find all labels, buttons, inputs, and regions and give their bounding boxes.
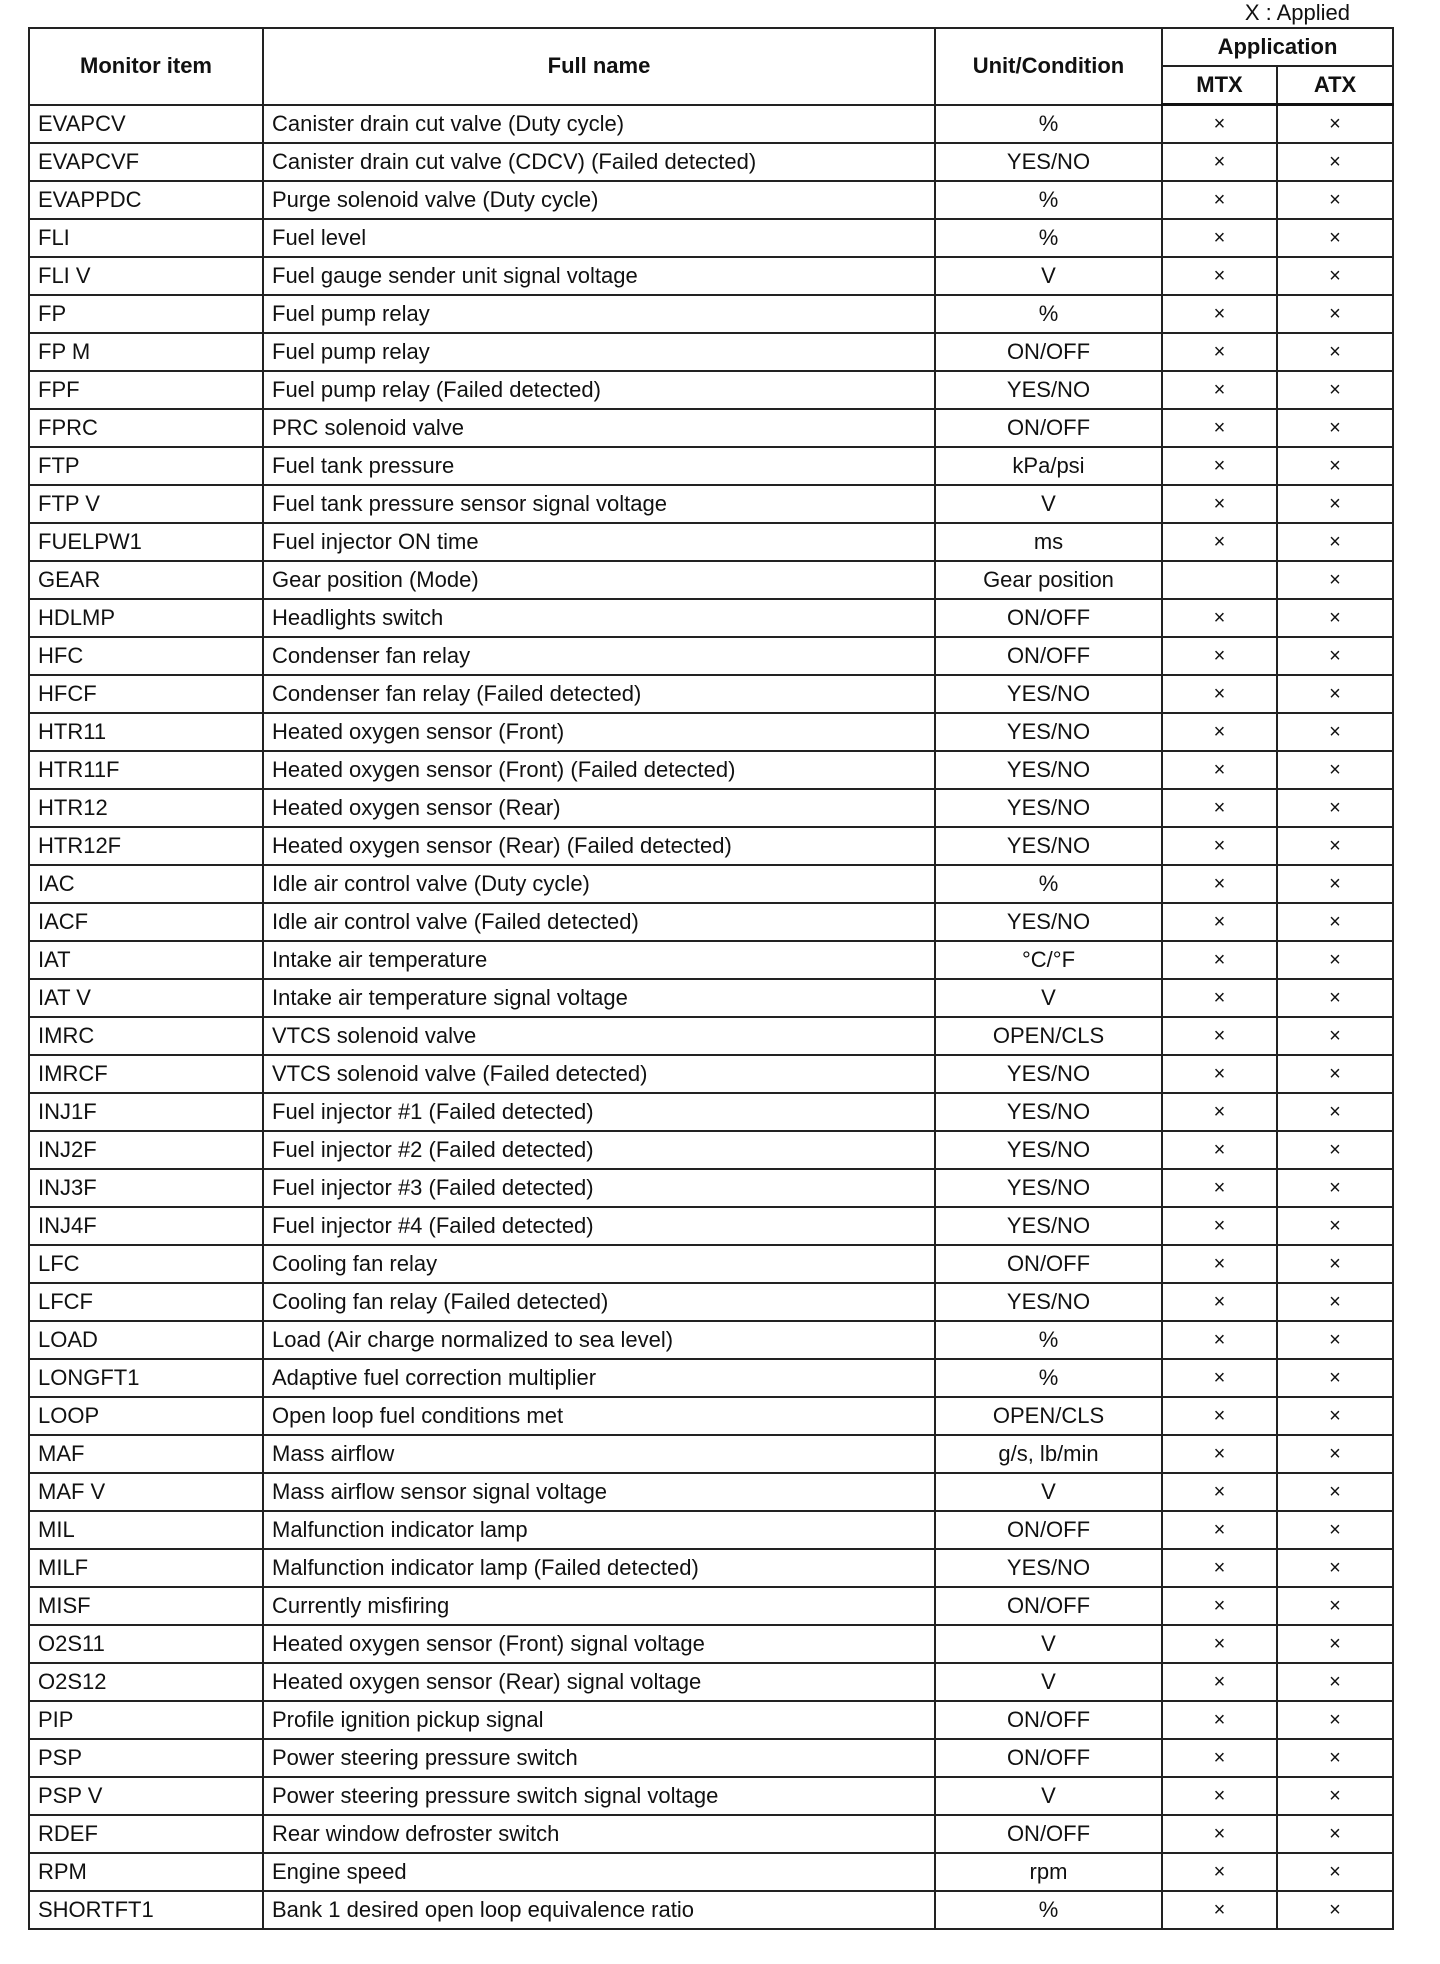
monitor-item-cell: O2S12 [29, 1663, 263, 1701]
full-name-cell: Fuel pump relay [263, 333, 935, 371]
full-name-cell: Intake air temperature signal voltage [263, 979, 935, 1017]
table-row [29, 713, 1393, 751]
mtx-cell: × [1162, 333, 1277, 371]
monitor-item-cell: GEAR [29, 561, 263, 599]
table-row [29, 1017, 1393, 1055]
unit-cell: YES/NO [935, 675, 1162, 713]
atx-cell: × [1277, 181, 1393, 219]
atx-cell: × [1277, 789, 1393, 827]
mtx-cell: × [1162, 105, 1277, 144]
unit-cell: YES/NO [935, 713, 1162, 751]
atx-cell: × [1277, 827, 1393, 865]
unit-cell: % [935, 295, 1162, 333]
monitor-item-cell: IACF [29, 903, 263, 941]
monitor-item-cell: MISF [29, 1587, 263, 1625]
full-name-cell: Heated oxygen sensor (Front) [263, 713, 935, 751]
table-row [29, 789, 1393, 827]
unit-cell: % [935, 865, 1162, 903]
full-name-cell: Condenser fan relay [263, 637, 935, 675]
monitor-item-cell: HTR12 [29, 789, 263, 827]
unit-cell: ms [935, 523, 1162, 561]
atx-cell: × [1277, 1891, 1393, 1929]
mtx-cell: × [1162, 1739, 1277, 1777]
mtx-cell: × [1162, 409, 1277, 447]
unit-cell: YES/NO [935, 789, 1162, 827]
unit-cell: V [935, 1777, 1162, 1815]
atx-cell: × [1277, 295, 1393, 333]
table-row [29, 257, 1393, 295]
unit-cell: OPEN/CLS [935, 1397, 1162, 1435]
full-name-cell: Bank 1 desired open loop equivalence ratio [263, 1891, 935, 1929]
full-name-cell: Fuel tank pressure [263, 447, 935, 485]
full-name-cell: Profile ignition pickup signal [263, 1701, 935, 1739]
atx-cell: × [1277, 1283, 1393, 1321]
unit-cell: rpm [935, 1853, 1162, 1891]
monitor-item-cell: HTR11 [29, 713, 263, 751]
mtx-cell: × [1162, 1207, 1277, 1245]
unit-cell: Gear position [935, 561, 1162, 599]
atx-cell: × [1277, 1093, 1393, 1131]
atx-cell: × [1277, 1435, 1393, 1473]
unit-cell: ON/OFF [935, 1739, 1162, 1777]
atx-cell: × [1277, 1663, 1393, 1701]
atx-cell: × [1277, 1169, 1393, 1207]
atx-cell: × [1277, 143, 1393, 181]
full-name-cell: Heated oxygen sensor (Front) signal voltage [263, 1625, 935, 1663]
unit-cell: g/s, lb/min [935, 1435, 1162, 1473]
mtx-cell: × [1162, 1891, 1277, 1929]
monitor-item-cell: LOAD [29, 1321, 263, 1359]
table-row [29, 599, 1393, 637]
full-name-cell: Power steering pressure switch signal voltage [263, 1777, 935, 1815]
table-row [29, 561, 1393, 599]
monitor-item-cell: EVAPPDC [29, 181, 263, 219]
table-row [29, 1435, 1393, 1473]
full-name-cell: Headlights switch [263, 599, 935, 637]
monitor-item-cell: FUELPW1 [29, 523, 263, 561]
mtx-cell: × [1162, 219, 1277, 257]
full-name-cell: Rear window defroster switch [263, 1815, 935, 1853]
unit-cell: °C/°F [935, 941, 1162, 979]
table-row [29, 143, 1393, 181]
table-row [29, 1321, 1393, 1359]
header-full-name: Full name [263, 28, 935, 105]
unit-cell: YES/NO [935, 1169, 1162, 1207]
monitor-item-cell: RDEF [29, 1815, 263, 1853]
monitor-item-cell: FPRC [29, 409, 263, 447]
mtx-cell: × [1162, 181, 1277, 219]
atx-cell: × [1277, 903, 1393, 941]
full-name-cell: Canister drain cut valve (Duty cycle) [263, 105, 935, 144]
unit-cell: YES/NO [935, 1549, 1162, 1587]
atx-cell: × [1277, 637, 1393, 675]
table-row [29, 751, 1393, 789]
mtx-cell: × [1162, 1701, 1277, 1739]
monitor-item-cell: LFC [29, 1245, 263, 1283]
monitor-item-cell: INJ1F [29, 1093, 263, 1131]
table-row [29, 295, 1393, 333]
mtx-cell: × [1162, 789, 1277, 827]
table-row [29, 1207, 1393, 1245]
unit-cell: V [935, 485, 1162, 523]
atx-cell: × [1277, 979, 1393, 1017]
mtx-cell: × [1162, 675, 1277, 713]
mtx-cell: × [1162, 1359, 1277, 1397]
atx-cell: × [1277, 1701, 1393, 1739]
monitor-item-cell: FLI [29, 219, 263, 257]
full-name-cell: Fuel injector #1 (Failed detected) [263, 1093, 935, 1131]
table-row [29, 1701, 1393, 1739]
full-name-cell: Fuel gauge sender unit signal voltage [263, 257, 935, 295]
full-name-cell: Fuel pump relay [263, 295, 935, 333]
header-atx: ATX [1277, 66, 1393, 105]
table-row [29, 1511, 1393, 1549]
full-name-cell: Cooling fan relay (Failed detected) [263, 1283, 935, 1321]
mtx-cell: × [1162, 1473, 1277, 1511]
table-row [29, 1815, 1393, 1853]
monitor-item-table [28, 27, 1394, 1930]
full-name-cell: Fuel injector ON time [263, 523, 935, 561]
atx-cell: × [1277, 1853, 1393, 1891]
unit-cell: YES/NO [935, 1055, 1162, 1093]
table-row [29, 371, 1393, 409]
unit-cell: YES/NO [935, 903, 1162, 941]
mtx-cell: × [1162, 1245, 1277, 1283]
atx-cell: × [1277, 485, 1393, 523]
atx-cell: × [1277, 1207, 1393, 1245]
table-row [29, 675, 1393, 713]
mtx-cell: × [1162, 371, 1277, 409]
mtx-cell: × [1162, 485, 1277, 523]
monitor-item-cell: MAF V [29, 1473, 263, 1511]
unit-cell: YES/NO [935, 827, 1162, 865]
full-name-cell: Gear position (Mode) [263, 561, 935, 599]
full-name-cell: Fuel tank pressure sensor signal voltage [263, 485, 935, 523]
mtx-cell: × [1162, 941, 1277, 979]
atx-cell: × [1277, 409, 1393, 447]
table-row [29, 447, 1393, 485]
table-row [29, 1853, 1393, 1891]
mtx-cell: × [1162, 1055, 1277, 1093]
full-name-cell: Idle air control valve (Failed detected) [263, 903, 935, 941]
unit-cell: kPa/psi [935, 447, 1162, 485]
mtx-cell: × [1162, 1511, 1277, 1549]
full-name-cell: Power steering pressure switch [263, 1739, 935, 1777]
monitor-item-cell: IAT [29, 941, 263, 979]
unit-cell: % [935, 219, 1162, 257]
atx-cell: × [1277, 105, 1393, 144]
atx-cell: × [1277, 1815, 1393, 1853]
unit-cell: ON/OFF [935, 1815, 1162, 1853]
monitor-item-cell: O2S11 [29, 1625, 263, 1663]
unit-cell: ON/OFF [935, 1245, 1162, 1283]
atx-cell: × [1277, 1549, 1393, 1587]
full-name-cell: Heated oxygen sensor (Front) (Failed detected) [263, 751, 935, 789]
atx-cell: × [1277, 1739, 1393, 1777]
header-application: Application [1162, 28, 1393, 66]
table-row [29, 1093, 1393, 1131]
table-row [29, 1397, 1393, 1435]
atx-cell: × [1277, 1131, 1393, 1169]
mtx-cell: × [1162, 1131, 1277, 1169]
full-name-cell: Cooling fan relay [263, 1245, 935, 1283]
monitor-item-cell: FLI V [29, 257, 263, 295]
monitor-item-cell: EVAPCVF [29, 143, 263, 181]
table-row [29, 1169, 1393, 1207]
monitor-item-cell: INJ4F [29, 1207, 263, 1245]
header-monitor-item: Monitor item [29, 28, 263, 105]
unit-cell: YES/NO [935, 143, 1162, 181]
monitor-item-cell: HDLMP [29, 599, 263, 637]
table-row [29, 105, 1393, 144]
full-name-cell: Heated oxygen sensor (Rear) [263, 789, 935, 827]
atx-cell: × [1277, 561, 1393, 599]
unit-cell: YES/NO [935, 1207, 1162, 1245]
full-name-cell: Mass airflow sensor signal voltage [263, 1473, 935, 1511]
unit-cell: % [935, 1359, 1162, 1397]
atx-cell: × [1277, 1397, 1393, 1435]
mtx-cell: × [1162, 1283, 1277, 1321]
table-row [29, 181, 1393, 219]
unit-cell: YES/NO [935, 371, 1162, 409]
full-name-cell: Condenser fan relay (Failed detected) [263, 675, 935, 713]
mtx-cell: × [1162, 903, 1277, 941]
table-row [29, 485, 1393, 523]
table-row [29, 1587, 1393, 1625]
unit-cell: ON/OFF [935, 1701, 1162, 1739]
mtx-cell: × [1162, 1321, 1277, 1359]
mtx-cell: × [1162, 1853, 1277, 1891]
monitor-item-cell: LOOP [29, 1397, 263, 1435]
monitor-item-cell: MIL [29, 1511, 263, 1549]
full-name-cell: Fuel injector #2 (Failed detected) [263, 1131, 935, 1169]
full-name-cell: Heated oxygen sensor (Rear) signal voltage [263, 1663, 935, 1701]
monitor-item-cell: IMRCF [29, 1055, 263, 1093]
full-name-cell: PRC solenoid valve [263, 409, 935, 447]
table-row [29, 219, 1393, 257]
table-row [29, 1359, 1393, 1397]
table-row [29, 1245, 1393, 1283]
monitor-item-cell: PSP V [29, 1777, 263, 1815]
table-row [29, 865, 1393, 903]
mtx-cell: × [1162, 599, 1277, 637]
monitor-item-cell: HTR11F [29, 751, 263, 789]
table-row [29, 1777, 1393, 1815]
atx-cell: × [1277, 1359, 1393, 1397]
unit-cell: V [935, 1473, 1162, 1511]
unit-cell: V [935, 979, 1162, 1017]
unit-cell: % [935, 1891, 1162, 1929]
mtx-cell: × [1162, 295, 1277, 333]
unit-cell: ON/OFF [935, 1511, 1162, 1549]
mtx-cell: × [1162, 1397, 1277, 1435]
full-name-cell: Fuel pump relay (Failed detected) [263, 371, 935, 409]
monitor-item-cell: RPM [29, 1853, 263, 1891]
monitor-item-cell: HTR12F [29, 827, 263, 865]
atx-cell: × [1277, 751, 1393, 789]
mtx-cell: × [1162, 637, 1277, 675]
atx-cell: × [1277, 219, 1393, 257]
mtx-cell: × [1162, 979, 1277, 1017]
monitor-item-cell: SHORTFT1 [29, 1891, 263, 1929]
monitor-item-cell: HFC [29, 637, 263, 675]
atx-cell: × [1277, 523, 1393, 561]
table-row [29, 1131, 1393, 1169]
unit-cell: V [935, 257, 1162, 295]
mtx-cell: × [1162, 1169, 1277, 1207]
monitor-item-cell: IMRC [29, 1017, 263, 1055]
full-name-cell: Open loop fuel conditions met [263, 1397, 935, 1435]
mtx-cell: × [1162, 1663, 1277, 1701]
monitor-item-cell: FP M [29, 333, 263, 371]
table-row [29, 1739, 1393, 1777]
table-row [29, 1625, 1393, 1663]
mtx-cell: × [1162, 1587, 1277, 1625]
monitor-item-cell: FTP [29, 447, 263, 485]
monitor-item-cell: FP [29, 295, 263, 333]
header-mtx: MTX [1162, 66, 1277, 105]
mtx-cell: × [1162, 257, 1277, 295]
full-name-cell: VTCS solenoid valve (Failed detected) [263, 1055, 935, 1093]
atx-cell: × [1277, 1473, 1393, 1511]
monitor-item-cell: INJ3F [29, 1169, 263, 1207]
atx-cell: × [1277, 941, 1393, 979]
mtx-cell: × [1162, 1017, 1277, 1055]
monitor-item-cell: FPF [29, 371, 263, 409]
table-row [29, 903, 1393, 941]
header-unit-condition: Unit/Condition [935, 28, 1162, 105]
monitor-item-cell: INJ2F [29, 1131, 263, 1169]
monitor-item-cell: MILF [29, 1549, 263, 1587]
mtx-cell: × [1162, 1625, 1277, 1663]
atx-cell: × [1277, 675, 1393, 713]
atx-cell: × [1277, 1017, 1393, 1055]
atx-cell: × [1277, 371, 1393, 409]
atx-cell: × [1277, 333, 1393, 371]
mtx-cell: × [1162, 523, 1277, 561]
atx-cell: × [1277, 713, 1393, 751]
full-name-cell: Purge solenoid valve (Duty cycle) [263, 181, 935, 219]
full-name-cell: VTCS solenoid valve [263, 1017, 935, 1055]
table-row [29, 827, 1393, 865]
monitor-item-cell: LFCF [29, 1283, 263, 1321]
atx-cell: × [1277, 1777, 1393, 1815]
table-row [29, 1055, 1393, 1093]
table-row [29, 1283, 1393, 1321]
unit-cell: % [935, 105, 1162, 144]
unit-cell: % [935, 181, 1162, 219]
mtx-cell: × [1162, 1815, 1277, 1853]
table-row [29, 1891, 1393, 1929]
monitor-item-cell: IAT V [29, 979, 263, 1017]
mtx-cell: × [1162, 1093, 1277, 1131]
mtx-cell: × [1162, 827, 1277, 865]
mtx-cell: × [1162, 143, 1277, 181]
unit-cell: YES/NO [935, 1093, 1162, 1131]
mtx-cell: × [1162, 1435, 1277, 1473]
full-name-cell: Fuel level [263, 219, 935, 257]
unit-cell: ON/OFF [935, 333, 1162, 371]
full-name-cell: Intake air temperature [263, 941, 935, 979]
unit-cell: YES/NO [935, 751, 1162, 789]
table-row [29, 1663, 1393, 1701]
full-name-cell: Fuel injector #4 (Failed detected) [263, 1207, 935, 1245]
monitor-item-cell: FTP V [29, 485, 263, 523]
atx-cell: × [1277, 1587, 1393, 1625]
unit-cell: V [935, 1663, 1162, 1701]
full-name-cell: Malfunction indicator lamp (Failed detected) [263, 1549, 935, 1587]
atx-cell: × [1277, 1055, 1393, 1093]
table-row [29, 1549, 1393, 1587]
unit-cell: ON/OFF [935, 637, 1162, 675]
monitor-item-cell: PIP [29, 1701, 263, 1739]
atx-cell: × [1277, 1625, 1393, 1663]
legend: X : Applied [1244, 0, 1350, 25]
table-row [29, 333, 1393, 371]
mtx-cell: × [1162, 713, 1277, 751]
monitor-item-cell: HFCF [29, 675, 263, 713]
full-name-cell: Mass airflow [263, 1435, 935, 1473]
full-name-cell: Fuel injector #3 (Failed detected) [263, 1169, 935, 1207]
full-name-cell: Malfunction indicator lamp [263, 1511, 935, 1549]
table-row [29, 979, 1393, 1017]
mtx-cell: × [1162, 751, 1277, 789]
atx-cell: × [1277, 447, 1393, 485]
full-name-cell: Currently misfiring [263, 1587, 935, 1625]
unit-cell: ON/OFF [935, 1587, 1162, 1625]
full-name-cell: Canister drain cut valve (CDCV) (Failed detected) [263, 143, 935, 181]
mtx-cell: × [1162, 865, 1277, 903]
full-name-cell: Idle air control valve (Duty cycle) [263, 865, 935, 903]
full-name-cell: Engine speed [263, 1853, 935, 1891]
unit-cell: % [935, 1321, 1162, 1359]
full-name-cell: Heated oxygen sensor (Rear) (Failed detected) [263, 827, 935, 865]
full-name-cell: Adaptive fuel correction multiplier [263, 1359, 935, 1397]
atx-cell: × [1277, 1511, 1393, 1549]
unit-cell: OPEN/CLS [935, 1017, 1162, 1055]
mtx-cell [1162, 561, 1277, 599]
table-row [29, 409, 1393, 447]
unit-cell: ON/OFF [935, 599, 1162, 637]
atx-cell: × [1277, 1245, 1393, 1283]
table-row [29, 941, 1393, 979]
unit-cell: YES/NO [935, 1283, 1162, 1321]
table-row [29, 1473, 1393, 1511]
atx-cell: × [1277, 1321, 1393, 1359]
monitor-item-cell: MAF [29, 1435, 263, 1473]
monitor-item-cell: PSP [29, 1739, 263, 1777]
full-name-cell: Load (Air charge normalized to sea level) [263, 1321, 935, 1359]
atx-cell: × [1277, 599, 1393, 637]
atx-cell: × [1277, 257, 1393, 295]
monitor-item-cell: IAC [29, 865, 263, 903]
mtx-cell: × [1162, 1549, 1277, 1587]
monitor-item-cell: EVAPCV [29, 105, 263, 144]
table-row [29, 637, 1393, 675]
unit-cell: YES/NO [935, 1131, 1162, 1169]
table-row [29, 523, 1393, 561]
monitor-item-cell: LONGFT1 [29, 1359, 263, 1397]
unit-cell: ON/OFF [935, 409, 1162, 447]
mtx-cell: × [1162, 447, 1277, 485]
mtx-cell: × [1162, 1777, 1277, 1815]
atx-cell: × [1277, 865, 1393, 903]
unit-cell: V [935, 1625, 1162, 1663]
